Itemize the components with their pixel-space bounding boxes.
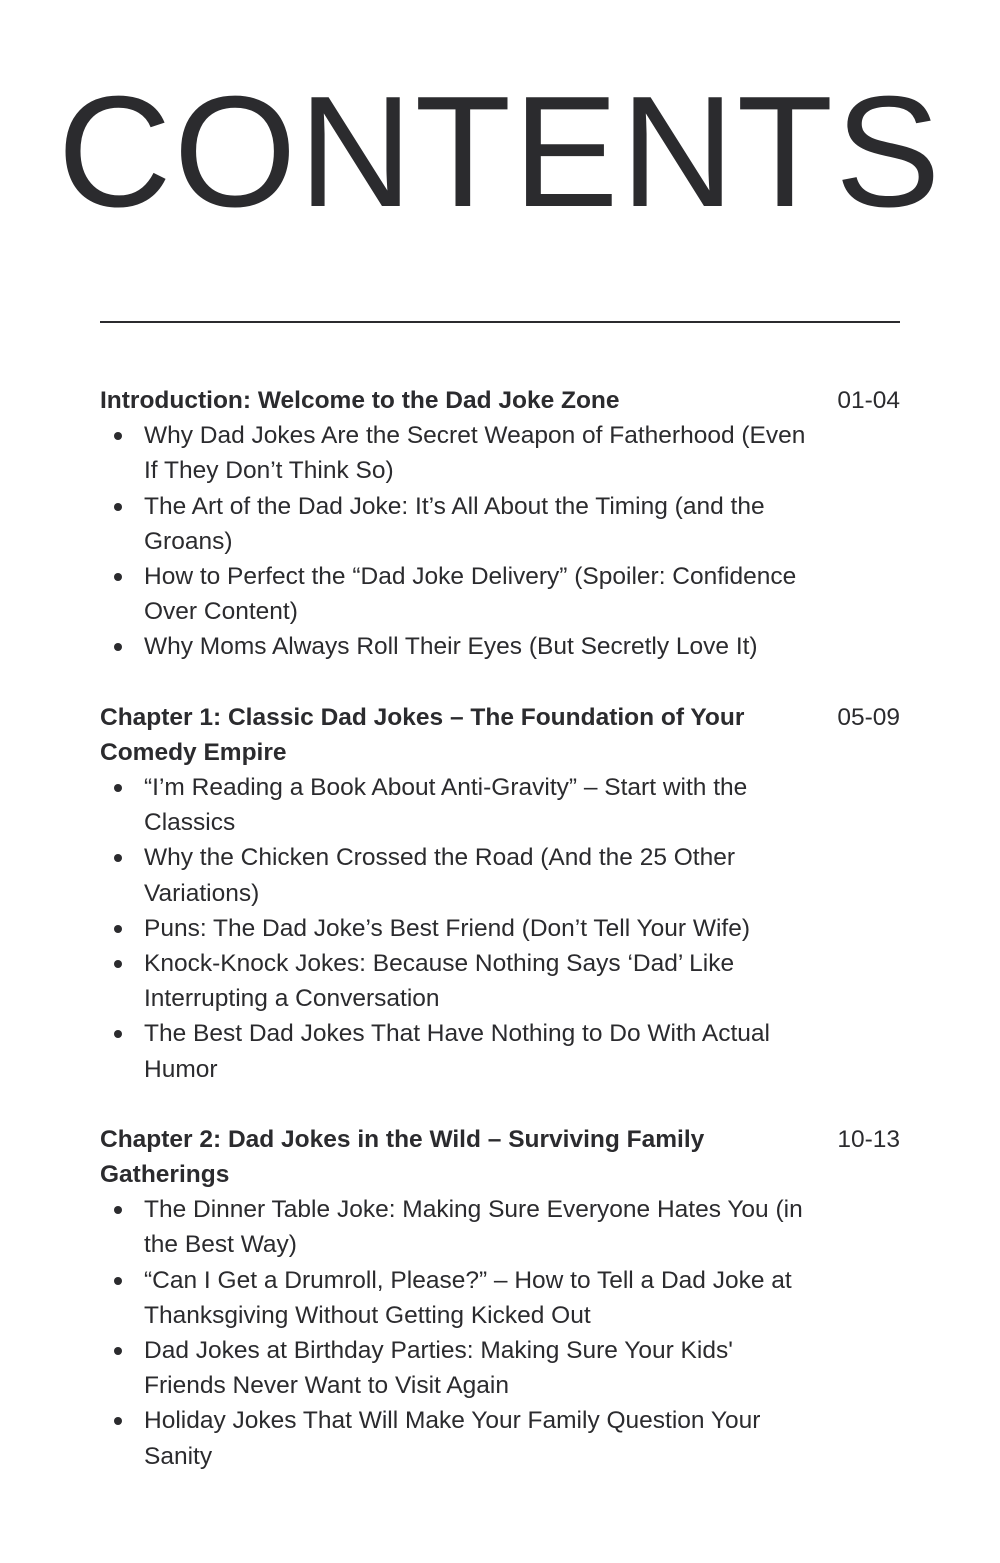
section-item-list xyxy=(100,1192,900,1474)
list-item-text: The Dinner Table Joke: Making Sure Everyone Hates You (in the Best Way) xyxy=(144,1196,803,1259)
list-item-text: “I’m Reading a Book About Anti-Gravity” – Start with the Classics xyxy=(144,774,748,837)
list-item[interactable] xyxy=(100,1192,809,1262)
list-item-text: Why Moms Always Roll Their Eyes (But Secretly Love It) xyxy=(144,633,758,661)
list-item-text: Knock-Knock Jokes: Because Nothing Says ‘Dad’ Like Interrupting a Conversation xyxy=(144,950,735,1013)
list-item-text: Why Dad Jokes Are the Secret Weapon of Fatherhood (Even If They Don’t Think So) xyxy=(144,422,806,485)
list-item[interactable] xyxy=(100,911,809,946)
section-item-list xyxy=(100,418,900,664)
bullet-icon xyxy=(114,1030,122,1038)
bullet-icon xyxy=(114,925,122,933)
bullet-icon xyxy=(114,503,122,511)
list-item[interactable] xyxy=(100,946,809,1016)
bullet-icon xyxy=(114,432,122,440)
section-page-range: 10-13 xyxy=(837,1125,900,1153)
toc-section-introduction xyxy=(100,383,900,665)
section-page-range: 05-09 xyxy=(837,703,900,731)
toc-section-chapter-2 xyxy=(100,1122,900,1474)
list-item[interactable] xyxy=(100,489,809,559)
page-title: CONTENTS xyxy=(57,64,943,240)
section-title[interactable]: Chapter 2: Dad Jokes in the Wild – Surviving Family Gatherings xyxy=(100,1125,705,1189)
list-item[interactable] xyxy=(100,418,809,488)
list-item-text: Dad Jokes at Birthday Parties: Making Sure Your Kids' Friends Never Want to Visit Again xyxy=(144,1337,733,1400)
list-item[interactable] xyxy=(100,1333,809,1403)
table-of-contents xyxy=(100,383,900,1509)
bullet-icon xyxy=(114,1347,122,1355)
list-item[interactable] xyxy=(100,559,809,629)
list-item-text: “Can I Get a Drumroll, Please?” – How to Tell a Dad Joke at Thanksgiving Without Getting Kicked Out xyxy=(144,1266,792,1329)
list-item[interactable] xyxy=(100,1403,809,1473)
list-item-text: The Best Dad Jokes That Have Nothing to Do With Actual Humor xyxy=(144,1020,770,1083)
bullet-icon xyxy=(114,784,122,792)
section-title[interactable]: Introduction: Welcome to the Dad Joke Zone xyxy=(100,387,620,414)
list-item-text: Holiday Jokes That Will Make Your Family Question Your Sanity xyxy=(144,1407,761,1470)
section-header xyxy=(100,700,900,770)
bullet-icon xyxy=(114,573,122,581)
title-divider xyxy=(100,321,900,323)
toc-section-chapter-1 xyxy=(100,700,900,1087)
section-header xyxy=(100,1122,900,1192)
bullet-icon xyxy=(114,1277,122,1285)
list-item-text: How to Perfect the “Dad Joke Delivery” (Spoiler: Confidence Over Content) xyxy=(144,563,797,626)
section-item-list xyxy=(100,770,900,1087)
bullet-icon xyxy=(114,960,122,968)
bullet-icon xyxy=(114,1206,122,1214)
section-header xyxy=(100,383,900,418)
list-item[interactable] xyxy=(100,1263,809,1333)
section-page-range: 01-04 xyxy=(837,387,900,414)
section-title[interactable]: Chapter 1: Classic Dad Jokes – The Foundation of Your Comedy Empire xyxy=(100,703,745,766)
list-item[interactable] xyxy=(100,629,809,664)
list-item-text: Puns: The Dad Joke’s Best Friend (Don’t Tell Your Wife) xyxy=(144,914,750,942)
bullet-icon xyxy=(114,643,122,651)
bullet-icon xyxy=(114,1417,122,1425)
bullet-icon xyxy=(114,854,122,862)
list-item-text: Why the Chicken Crossed the Road (And the 25 Other Variations) xyxy=(144,844,736,907)
list-item-text: The Art of the Dad Joke: It’s All About the Timing (and the Groans) xyxy=(144,492,765,555)
list-item[interactable] xyxy=(100,770,809,840)
list-item[interactable] xyxy=(100,1016,809,1086)
list-item[interactable] xyxy=(100,840,809,910)
